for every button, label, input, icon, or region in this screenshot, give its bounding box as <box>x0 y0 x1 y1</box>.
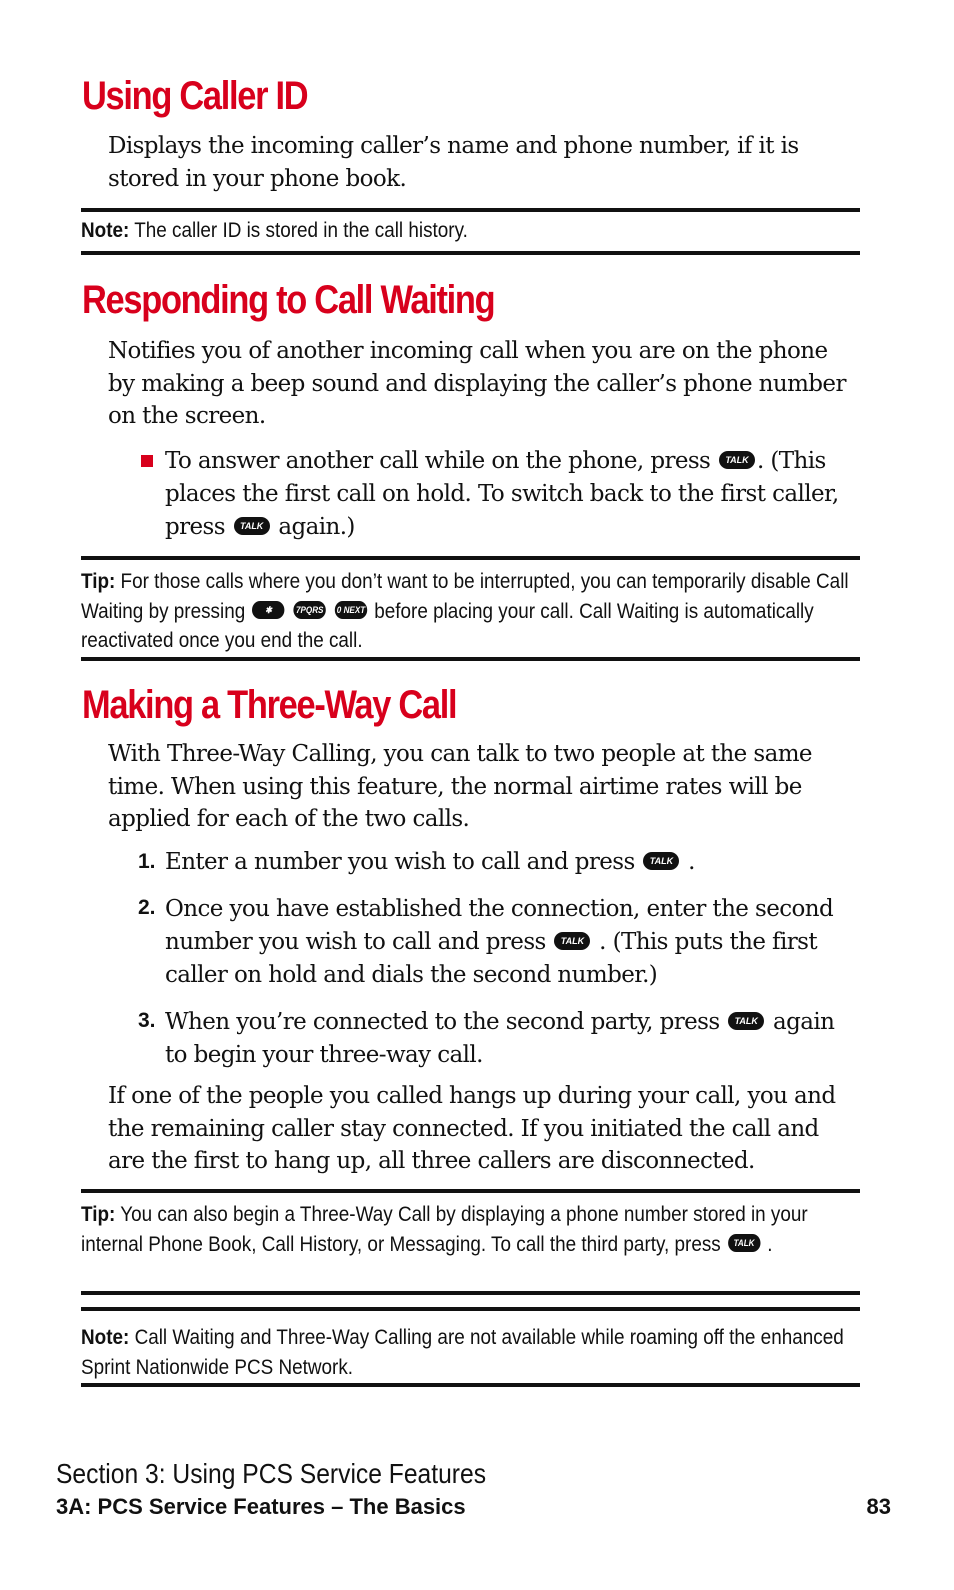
bullet-text-part1: To answer another call while on the phone, press <box>165 448 711 474</box>
step-number: 2. <box>138 896 156 919</box>
step-1-text: Enter a number you wish to call and press <box>165 849 635 875</box>
three-way-hangup-info: If one of the people you called hangs up during your call, you and the remaining caller stay connected. If you initiated the call and are the first to hang up, all three callers are disconnected. <box>108 1083 836 1174</box>
three-way-step-3 <box>165 1006 855 1072</box>
three-way-step-2 <box>165 893 855 992</box>
note-label: Note: <box>81 1326 130 1349</box>
page-number: 83 <box>866 1494 891 1519</box>
note-label: Note: <box>81 219 130 242</box>
talk-key-icon: TALK <box>554 932 590 950</box>
three-way-note-box <box>81 1307 860 1387</box>
step-3-end: again to begin your three-way call. <box>165 1009 835 1068</box>
bullet-text-part3: again.) <box>278 514 355 540</box>
bullet-square-icon <box>141 455 153 467</box>
step-number: 1. <box>138 850 156 873</box>
step-2-text: Once you have established the connection, enter the second number you wish to call and press <box>165 896 834 955</box>
tip-label: Tip: <box>81 1203 116 1226</box>
talk-key-icon: TALK <box>728 1234 760 1252</box>
call-waiting-bullet <box>165 445 855 544</box>
note-text: Call Waiting and Three-Way Calling are not available while roaming off the enhanced Sprint Nationwide PCS Network. <box>81 1326 844 1379</box>
heading-using-caller-id: Using Caller ID <box>82 74 308 118</box>
bullet-text-part2: . (This places the first call on hold. To switch back to the first caller, press <box>165 448 839 540</box>
call-waiting-description: Notifies you of another incoming call when you are on the phone by making a beep sound and displaying the caller’s phone number on the screen. <box>108 338 846 429</box>
footer-chapter-title: 3A: PCS Service Features – The Basics <box>56 1494 466 1519</box>
caller-id-note-box <box>81 208 860 255</box>
note-text: The caller ID is stored in the call history. <box>134 219 468 242</box>
three-way-tip-box <box>81 1189 860 1295</box>
footer-section-title: Section 3: Using PCS Service Features <box>56 1458 487 1489</box>
step-3-text: When you’re connected to the second party, press <box>165 1009 720 1035</box>
tip-label: Tip: <box>81 570 116 593</box>
star-key-icon: ✱ <box>252 601 284 619</box>
tip-text-part2: before placing your call. Call Waiting is automatically reactivated once you end the call. <box>81 599 814 652</box>
tip-text-part1: For those calls where you don’t want to be interrupted, you can temporarily disable Call Waiting by pressing <box>81 570 849 623</box>
heading-responding-to-call-waiting: Responding to Call Waiting <box>82 278 495 322</box>
seven-key-icon: 7PQRS <box>294 601 326 619</box>
step-1-end: . <box>688 849 695 875</box>
caller-id-description: Displays the incoming caller’s name and phone number, if it is stored in your phone book. <box>108 133 799 192</box>
talk-key-icon: TALK <box>234 517 270 535</box>
call-waiting-tip-box <box>81 556 860 661</box>
talk-key-icon: TALK <box>719 451 755 469</box>
heading-making-three-way-call: Making a Three-Way Call <box>82 683 457 727</box>
step-number: 3. <box>138 1009 156 1032</box>
three-way-step-1 <box>165 846 855 879</box>
talk-key-icon: TALK <box>643 852 679 870</box>
tip-text-part1: You can also begin a Three-Way Call by displaying a phone number stored in your internal Phone Book, Call History, or Messaging. To call the third party, press <box>81 1203 808 1256</box>
step-2-end: . (This puts the first caller on hold and dials the second number.) <box>165 929 817 988</box>
tip-text-part2: . <box>767 1232 773 1256</box>
zero-key-icon: 0 NEXT <box>335 601 367 619</box>
three-way-description: With Three-Way Calling, you can talk to two people at the same time. When using this feature, the normal airtime rates will be applied for each of the two calls. <box>108 741 812 832</box>
talk-key-icon: TALK <box>728 1012 764 1030</box>
